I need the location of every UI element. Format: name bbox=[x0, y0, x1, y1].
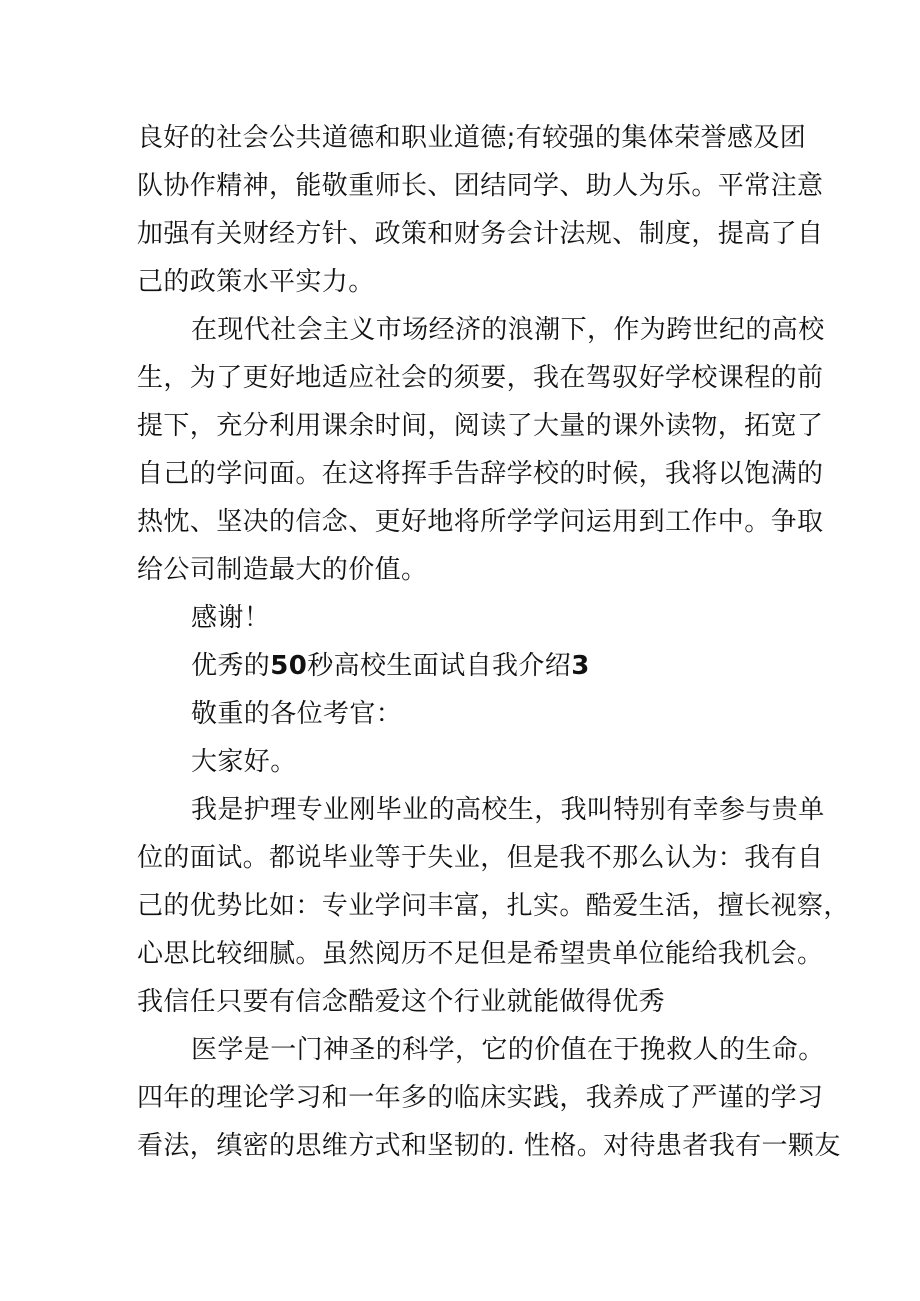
text-line: 生，为了更好地适应社会的须要，我在驾驭好学校课程的前 bbox=[137, 363, 824, 393]
text-line: 大家好。 bbox=[191, 747, 297, 777]
heading-index: 3 bbox=[571, 651, 590, 681]
text-line: 自己的学问面。在这将挥手告辞学校的时候，我将以饱满的 bbox=[137, 459, 824, 489]
text-line: 看法，缜密的思维方式和坚韧的. 性格。对待患者我有一颗友 bbox=[137, 1131, 841, 1161]
paragraph-2 bbox=[137, 306, 825, 594]
text-line: 位的面试。都说毕业等于失业，但是我不那么认为：我有自 bbox=[137, 843, 824, 873]
text-line: 己的政策水平实力。 bbox=[137, 267, 375, 297]
text-line: 良好的社会公共道德和职业道德;有较强的集体荣誉感及团 bbox=[137, 123, 807, 153]
text-line: 己的优势比如：专业学问丰富，扎实。酷爱生活，擅长视察， bbox=[137, 891, 850, 921]
heading-line bbox=[137, 642, 797, 690]
text-line: 加强有关财经方针、政策和财务会计法规、制度，提高了自 bbox=[137, 219, 824, 249]
paragraph-thanks bbox=[137, 594, 797, 642]
paragraph-7 bbox=[137, 1026, 841, 1170]
heading-number: 50 bbox=[270, 651, 308, 681]
paragraph-6 bbox=[137, 786, 850, 1026]
text-line: 心思比较细腻。虽然阅历不足但是希望贵单位能给我机会。 bbox=[137, 939, 824, 969]
text-line: 我是护理专业刚毕业的高校生，我叫特别有幸参与贵单 bbox=[191, 795, 825, 825]
paragraph-greeting bbox=[137, 738, 797, 786]
text-line: 给公司制造最大的价值。 bbox=[137, 555, 428, 585]
paragraph-1 bbox=[137, 114, 824, 306]
text-line: 热忱、坚决的信念、更好地将所学学问运用到工作中。争取 bbox=[137, 507, 824, 537]
text-line: 感谢！ bbox=[191, 603, 271, 633]
heading-middle: 秒高校生面试自我介绍 bbox=[307, 651, 572, 681]
text-line: 提下，充分利用课余时间，阅读了大量的课外读物，拓宽了 bbox=[137, 411, 824, 441]
text-line: 队协作精神，能敬重师长、团结同学、助人为乐。平常注意 bbox=[137, 171, 824, 201]
paragraph-salutation bbox=[137, 690, 797, 738]
text-line: 我信任只要有信念酷爱这个行业就能做得优秀 bbox=[137, 987, 666, 1017]
section-heading bbox=[137, 642, 797, 690]
text-line: 医学是一门神圣的科学，它的价值在于挽救人的生命。 bbox=[191, 1035, 825, 1065]
heading-prefix: 优秀的 bbox=[191, 651, 271, 681]
text-line: 四年的理论学习和一年多的临床实践，我养成了严谨的学习 bbox=[137, 1083, 824, 1113]
text-line: 在现代社会主义市场经济的浪潮下，作为跨世纪的高校 bbox=[191, 315, 825, 345]
text-line: 敬重的各位考官： bbox=[191, 699, 403, 729]
document-body bbox=[137, 114, 850, 1170]
